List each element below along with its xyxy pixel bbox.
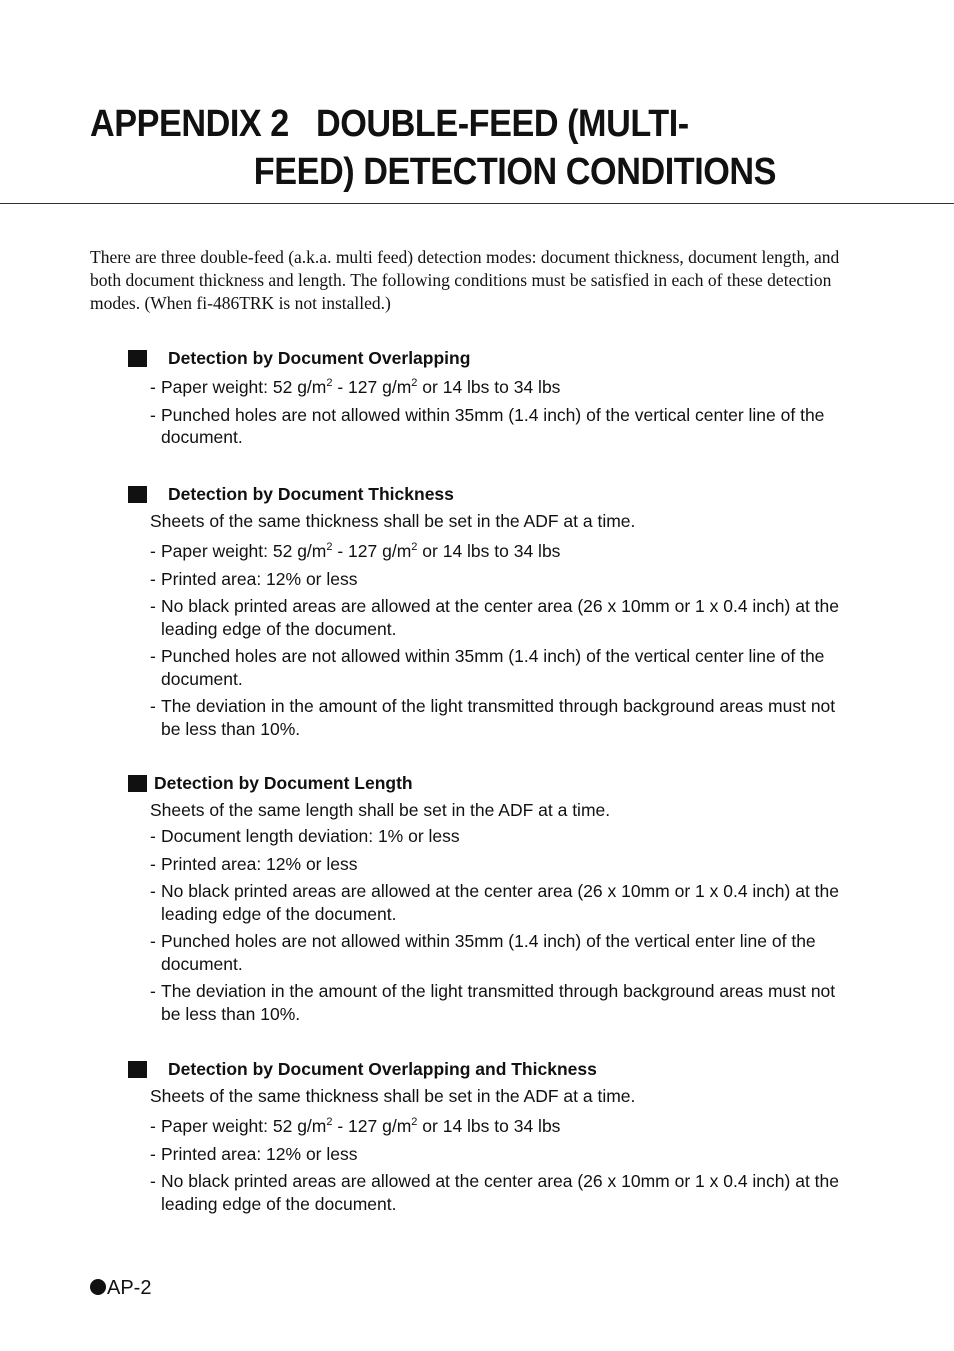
square-bullet-icon xyxy=(128,1061,147,1078)
condition-list xyxy=(128,825,848,1025)
section-heading: Detection by Document Overlapping xyxy=(128,346,848,370)
square-bullet-icon xyxy=(128,775,147,792)
list-item: - The deviation in the amount of the light transmitted through background areas must not be less than 10%. xyxy=(150,695,851,740)
list-item: - No black printed areas are allowed at the center area (26 x 10mm or 1 x 0.4 inch) at the leading edge of the document. xyxy=(150,595,851,640)
section-overlapping xyxy=(128,346,848,449)
page-footer xyxy=(90,1276,151,1300)
page-number: AP-2 xyxy=(107,1277,152,1299)
title-divider xyxy=(0,203,954,204)
list-item: - No black printed areas are allowed at the center area (26 x 10mm or 1 x 0.4 inch) at the leading edge of the document. xyxy=(150,880,851,925)
page-title xyxy=(90,100,776,196)
list-item: - Punched holes are not allowed within 35mm (1.4 inch) of the vertical center line of the document. xyxy=(150,404,851,449)
square-bullet-icon xyxy=(128,486,147,503)
list-item: - Printed area: 12% or less xyxy=(150,1143,851,1166)
list-item: - Printed area: 12% or less xyxy=(150,853,851,876)
square-bullet-icon xyxy=(128,350,147,367)
bullet-dot-icon xyxy=(90,1279,106,1295)
list-item: - Printed area: 12% or less xyxy=(150,568,851,591)
condition-list xyxy=(128,1115,848,1215)
list-item: - No black printed areas are allowed at the center area (26 x 10mm or 1 x 0.4 inch) at the leading edge of the document. xyxy=(150,1170,851,1215)
section-heading: Detection by Document Overlapping and Thickness xyxy=(128,1057,848,1081)
section-heading: Detection by Document Thickness xyxy=(128,482,848,506)
list-item: - Document length deviation: 1% or less xyxy=(150,825,851,848)
section-intro: Sheets of the same thickness shall be set in the ADF at a time. xyxy=(150,511,636,531)
title-line-1: APPENDIX 2 DOUBLE-FEED (MULTI- xyxy=(90,103,689,145)
section-thickness xyxy=(128,482,848,740)
intro-paragraph: There are three double-feed (a.k.a. multi feed) detection modes: document thickness, document length, and both document thickness and length. The following conditions must be satisfied in each of these detection modes. (When fi-486TRK is not installed.) xyxy=(90,247,840,313)
condition-list xyxy=(128,540,848,740)
list-item-paper-weight: - Paper weight: 52 $g/m^2 - 127$ $g/m^2$ or 14 lbs to 34 lbs xyxy=(150,540,851,563)
section-intro: Sheets of the same length shall be set in the ADF at a time. xyxy=(150,800,611,820)
list-item: - The deviation in the amount of the light transmitted through background areas must not be less than 10%. xyxy=(150,980,851,1025)
section-heading: Detection by Document Length xyxy=(128,771,848,795)
condition-list xyxy=(128,376,848,449)
section-intro: Sheets of the same thickness shall be set in the ADF at a time. xyxy=(150,1086,636,1106)
list-item: - Punched holes are not allowed within 35mm (1.4 inch) of the vertical center line of the document. xyxy=(150,645,851,690)
section-length xyxy=(128,771,848,1025)
title-line-2: FEED) DETECTION CONDITIONS xyxy=(253,151,777,193)
section-overlapping-thickness xyxy=(128,1057,848,1215)
list-item: - Punched holes are not allowed within 35mm (1.4 inch) of the vertical enter line of the document. xyxy=(150,930,851,975)
list-item-paper-weight: - Paper weight: 52 $g/m^2 - 127$ $g/m^2$ or 14 lbs to 34 lbs xyxy=(150,1115,851,1138)
list-item-paper-weight: - Paper weight: 52 $g/m^2 - 127$ $g/m^2$ or 14 lbs to 34 lbs xyxy=(150,376,851,399)
